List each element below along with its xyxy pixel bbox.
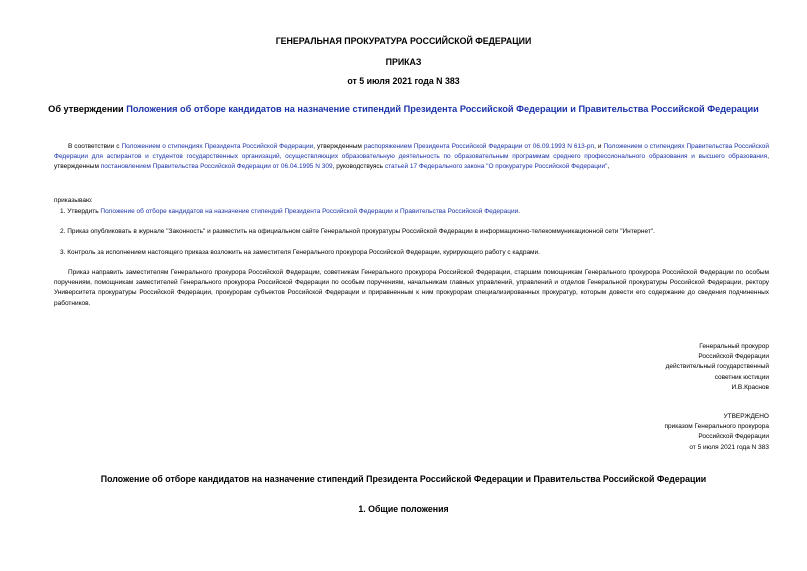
preamble-paragraph bbox=[54, 142, 769, 173]
order-item-1 bbox=[60, 207, 520, 217]
doc-type: ПРИКАЗ bbox=[385, 57, 422, 67]
preamble-text-2: , утвержденным bbox=[313, 143, 364, 150]
preamble-text-4: , утвержденным bbox=[54, 153, 769, 171]
preamble-link-government-regulation[interactable]: Положением о стипендиях Правительства Российской Федерации для аспирантов и студентов государственных организаций, осуществляющих образовательную деятельность по образовательным программам среднего профессионального образования и высшего образования bbox=[54, 143, 769, 161]
distribution-paragraph bbox=[54, 268, 769, 309]
order-title-link[interactable]: Положения об отборе кандидатов на назначение стипендий Президента Российской Федерации и Правительства Российской Федерации bbox=[126, 104, 759, 114]
order-title-prefix: Об утверждении bbox=[48, 104, 127, 114]
preamble-link-federal-law[interactable]: статьей 17 Федерального закона "О прокуратуре Российской Федерации" bbox=[384, 163, 608, 171]
preamble-link-presidential-regulation[interactable]: Положением о стипендиях Президента Российской Федерации bbox=[121, 143, 314, 150]
preamble-text-6: , bbox=[607, 163, 610, 171]
annex-title: Положение об отборе кандидатов на назначение стипендий Президента Российской Федерации и Правительства Российской Федерации bbox=[100, 474, 707, 484]
preamble-link-government-decree[interactable]: постановлением Правительства Российской Федерации от 06.04.1995 N 309 bbox=[100, 163, 333, 171]
signature-block bbox=[666, 342, 769, 393]
order-item-3: 3. Контроль за исполнением настоящего приказа возложить на заместителя Генерального прокурора Российской Федерации, курирующего работу с кадрами. bbox=[60, 249, 540, 256]
order-word: приказываю: bbox=[54, 197, 93, 204]
order-title bbox=[40, 104, 767, 115]
doc-date-number: от 5 июля 2021 года N 383 bbox=[347, 76, 460, 86]
signature-line-1: Генеральный прокурор bbox=[699, 343, 769, 350]
order-item-2: 2. Приказ опубликовать в журнале "Законность" и разместить на официальном сайте Генеральной прокуратуры Российской Федерации в информационно-телекоммуникационной сети "Интернет". bbox=[60, 228, 655, 235]
preamble-text-5: , руководствуясь bbox=[332, 163, 385, 171]
section-heading: 1. Общие положения bbox=[358, 504, 449, 514]
order-item-1-suffix: . bbox=[518, 208, 521, 215]
approval-block bbox=[664, 412, 769, 453]
approval-line-3: Российской Федерации bbox=[698, 433, 769, 441]
distribution-text: Приказ направить заместителям Генерального прокурора Российской Федерации, советникам Генерального прокурора Российской Федерации, старшим помощникам Генерального прокурора Российской Федерации по особым поручениям, помощникам заместителей Генерального прокурора Российской Федерации по особым поручениям, начальникам главных управлений, управлений и отделов Генеральной прокуратуры Российской Федерации, ректору Университета прокуратуры Российской Федерации, прокурорам субъектов Российской Федерации и приравненным к ним прокурорам специализированных прокуратур, которым довести его содержание до сведения подчиненных работников. bbox=[54, 269, 769, 307]
signature-line-4: советник юстиции bbox=[714, 373, 769, 381]
order-item-1-prefix: 1. Утвердить bbox=[60, 208, 101, 215]
org-name: ГЕНЕРАЛЬНАЯ ПРОКУРАТУРА РОССИЙСКОЙ ФЕДЕРАЦИИ bbox=[275, 36, 532, 46]
signature-line-3: действительный государственный bbox=[665, 363, 769, 371]
approval-line-1: УТВЕРЖДЕНО bbox=[723, 413, 769, 420]
signature-line-5: И.В.Краснов bbox=[731, 383, 769, 391]
approval-line-4: от 5 июля 2021 года N 383 bbox=[689, 443, 769, 451]
order-item-1-link[interactable]: Положение об отборе кандидатов на назначение стипендий Президента Российской Федерации и Правительства Российской Федерации bbox=[100, 208, 519, 215]
preamble-text-3: , и bbox=[594, 143, 604, 150]
preamble-link-presidential-order[interactable]: распоряжением Президента Российской Федерации от 06.09.1993 N 613-рп bbox=[363, 143, 595, 150]
preamble-text-1: В соответствии с bbox=[68, 143, 122, 150]
approval-line-2: приказом Генерального прокурора bbox=[664, 423, 769, 431]
signature-line-2: Российской Федерации bbox=[698, 353, 769, 361]
